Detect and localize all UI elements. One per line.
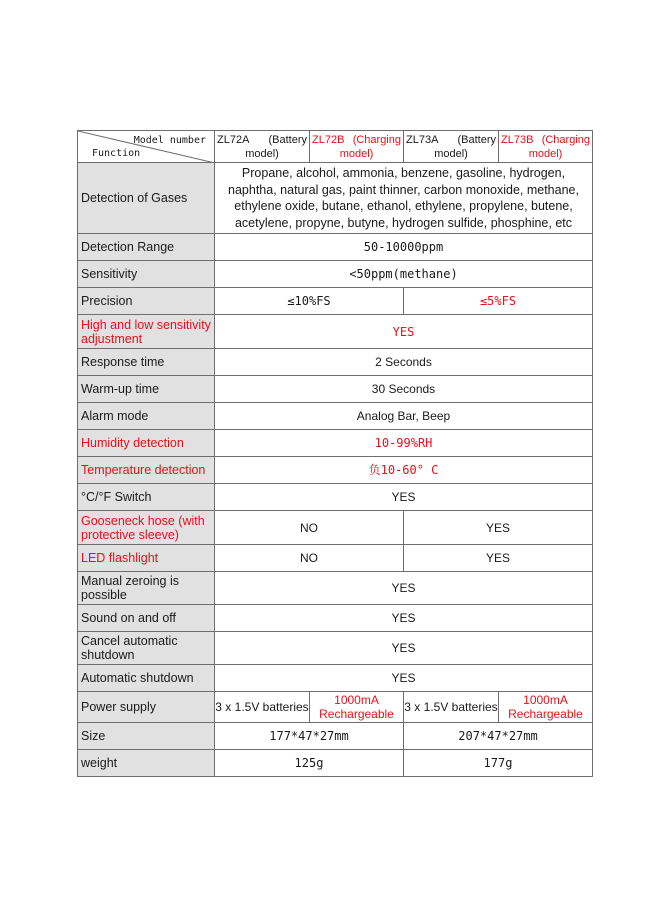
model-type: (Battery [268, 133, 307, 146]
row-label: Detection Range [78, 234, 215, 261]
row-value-a2: 1000mA Rechargeable [310, 692, 404, 723]
row-value-a1: 3 x 1.5V batteries [215, 692, 310, 723]
model-header-zl73a [404, 131, 499, 163]
spec-table [77, 130, 593, 777]
row-value: 50-10000ppm [215, 234, 593, 261]
row-value: 10-99%RH [215, 430, 593, 457]
row-auto-shutdown [78, 665, 593, 692]
row-value: YES [215, 315, 593, 349]
model-name: ZL73A [406, 133, 439, 146]
model-header-zl72b [310, 131, 404, 163]
row-label: Sensitivity [78, 261, 215, 288]
row-value-a: 177*47*27mm [215, 723, 404, 750]
row-led [78, 545, 593, 572]
model-name: ZL72B [312, 133, 345, 146]
row-value: 负10-60° C [215, 457, 593, 484]
row-value-b1: 3 x 1.5V batteries [404, 692, 499, 723]
row-weight [78, 750, 593, 777]
row-value: 2 Seconds [215, 349, 593, 376]
row-value: YES [215, 484, 593, 511]
row-label: Warm-up time [78, 376, 215, 403]
row-gases [78, 163, 593, 234]
row-value-b: 207*47*27mm [404, 723, 593, 750]
row-value: <50ppm(methane) [215, 261, 593, 288]
model-type-rest: model) [339, 147, 374, 160]
row-cancel-shutdown [78, 632, 593, 665]
row-range [78, 234, 593, 261]
row-value-a: ≤10%FS [215, 288, 404, 315]
row-value-b2: 1000mA Rechargeable [499, 692, 593, 723]
row-cf-switch [78, 484, 593, 511]
row-value-a: 125g [215, 750, 404, 777]
row-power [78, 692, 593, 723]
model-name: ZL72A [217, 133, 250, 146]
row-value: 30 Seconds [215, 376, 593, 403]
row-value: YES [215, 572, 593, 605]
row-label: Cancel automatic shutdown [78, 632, 215, 665]
model-number-heading: Model number [133, 135, 206, 146]
row-label: Size [78, 723, 215, 750]
row-value: YES [215, 632, 593, 665]
model-type: (Charging [541, 133, 590, 146]
row-value-b: 177g [404, 750, 593, 777]
function-heading: Function [92, 148, 141, 159]
row-value: Propane, alcohol, ammonia, benzene, gasoline, hydrogen, naphtha, natural gas, paint thinner, carbon monoxide, methane, ethylene oxide, butane, ethanol, ethylene, propylene, butene, acetylene, propyne, butyne, hydrogen sulfide, phosphine, etc [215, 163, 593, 234]
row-warmup [78, 376, 593, 403]
row-temperature [78, 457, 593, 484]
row-label: weight [78, 750, 215, 777]
row-value: YES [215, 665, 593, 692]
model-name: ZL73B [501, 133, 534, 146]
model-type-rest: model) [245, 147, 279, 160]
row-value-a: NO [215, 511, 404, 545]
model-type: (Charging [352, 133, 401, 146]
row-label: Manual zeroing is possible [78, 572, 215, 605]
row-value-a: NO [215, 545, 404, 572]
row-zeroing [78, 572, 593, 605]
row-label: Temperature detection [78, 457, 215, 484]
row-value-b: ≤5%FS [404, 288, 593, 315]
row-label: Humidity detection [78, 430, 215, 457]
model-type: (Battery [457, 133, 496, 146]
row-value-b: YES [404, 511, 593, 545]
row-value: Analog Bar, Beep [215, 403, 593, 430]
row-gooseneck [78, 511, 593, 545]
row-label: LED flashlight [78, 545, 215, 572]
row-value: YES [215, 605, 593, 632]
row-sound [78, 605, 593, 632]
header-row [78, 131, 593, 163]
row-value-b: YES [404, 545, 593, 572]
row-label: High and low sensitivity adjustment [78, 315, 215, 349]
row-alarm [78, 403, 593, 430]
model-type-rest: model) [528, 147, 563, 160]
row-size [78, 723, 593, 750]
row-sensitivity [78, 261, 593, 288]
row-hl-sensitivity [78, 315, 593, 349]
row-label: Power supply [78, 692, 215, 723]
row-label: Gooseneck hose (with protective sleeve) [78, 511, 215, 545]
row-humidity [78, 430, 593, 457]
row-label: Precision [78, 288, 215, 315]
model-type-rest: model) [434, 147, 468, 160]
row-label: Sound on and off [78, 605, 215, 632]
model-header-zl72a [215, 131, 310, 163]
row-response [78, 349, 593, 376]
row-label: Alarm mode [78, 403, 215, 430]
model-header-zl73b [499, 131, 593, 163]
row-label: °C/°F Switch [78, 484, 215, 511]
header-corner-cell [78, 131, 215, 163]
row-label: Detection of Gases [78, 163, 215, 234]
row-label: Automatic shutdown [78, 665, 215, 692]
row-precision [78, 288, 593, 315]
row-label: Response time [78, 349, 215, 376]
